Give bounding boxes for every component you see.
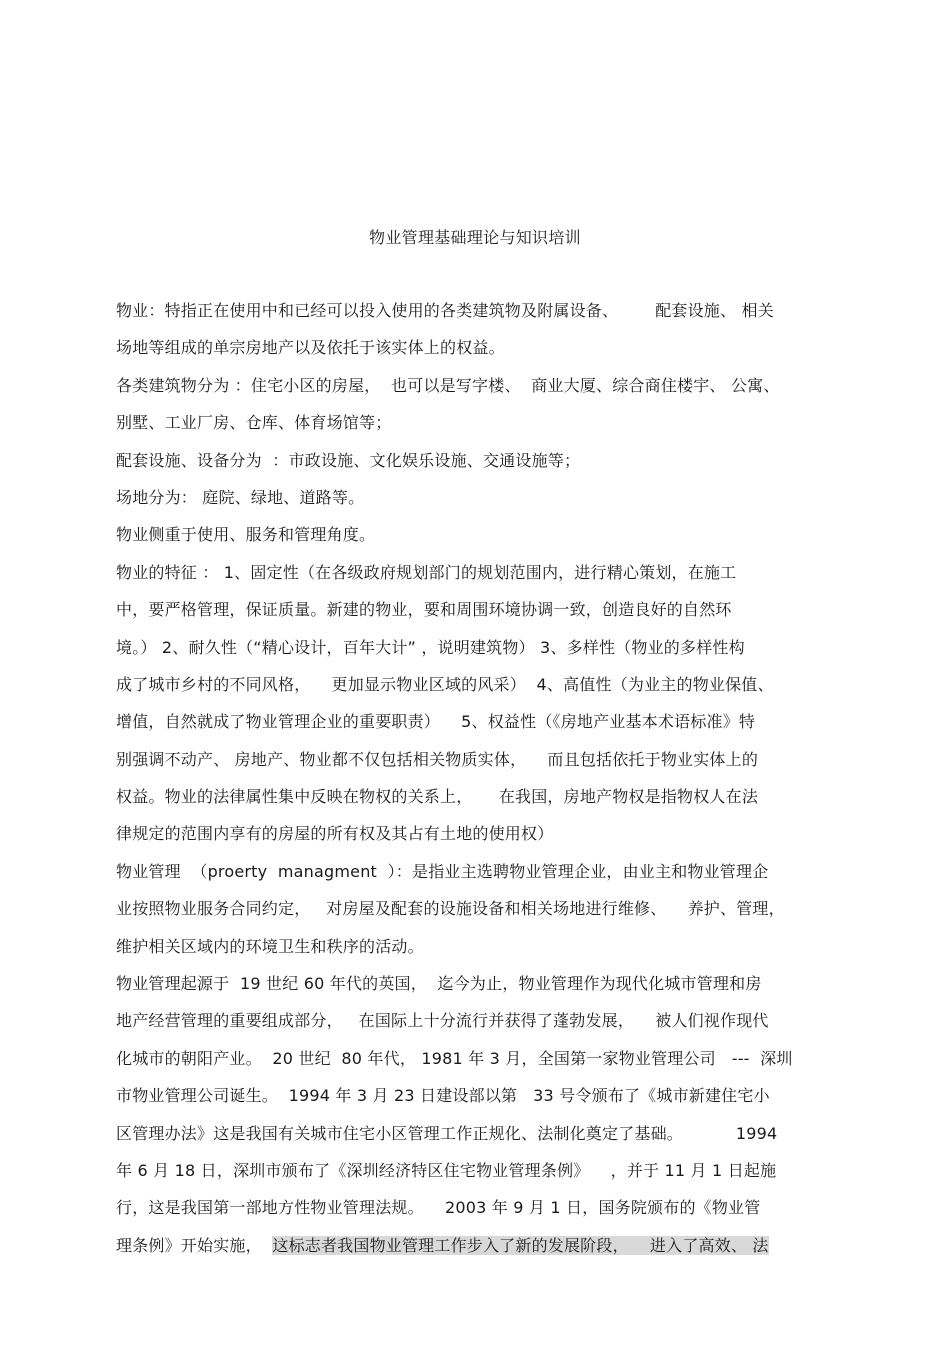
text-line: 场地分为： 庭院、绿地、道路等。 (116, 488, 365, 507)
text-line: 物业管理 （proerty managment ）：是指业主选聘物业管理企业，由业主和物业管理企 (116, 862, 769, 881)
text-line: 别墅、工业厂房、仓库、体育场馆等； (116, 413, 392, 432)
text-line: 地产经营管理的重要组成部分， 在国际上十分流行并获得了蓬勃发展， 被人们视作现代 (116, 1011, 769, 1030)
text-line: 业按照物业服务合同约定， 对房屋及配套的设施设备和相关场地进行维修、 养护、管理， (116, 899, 785, 918)
text-line: 维护相关区域内的环境卫生和秩序的活动。 (116, 937, 424, 956)
text-line: 别强调不动产、 房地产、物业都不仅包括相关物质实体， 而且包括依托于物业实体上的 (116, 750, 759, 769)
text-line: 成了城市乡村的不同风格， 更加显示物业区域的风采） 4、高值性（为业主的物业保值、 (116, 675, 774, 694)
text-line: 行，这是我国第一部地方性物业管理法规。 2003 年 9 月 1 日，国务院颁布的《物业管 (116, 1198, 761, 1217)
text-line: 各类建筑物分为 ：住宅小区的房屋， 也可以是写字楼、 商业大厦、综合商住楼宇、 公寓、 (116, 376, 780, 395)
text-line: 中，要严格管理，保证质量。新建的物业，要和周围环境协调一致，创造良好的自然环 (116, 600, 732, 619)
text-line: 权益。物业的法律属性集中反映在物权的关系上， 在我国，房地产物权是指物权人在法 (116, 787, 759, 806)
text-line: 区管理办法》这是我国有关城市住宅小区管理工作正规化、法制化奠定了基础。 1994 (116, 1124, 778, 1143)
text-segment: 理条例》开始实施， (116, 1236, 273, 1255)
text-line: 市物业管理公司诞生。 1994 年 3 月 23 日建设部以第 33 号令颁布了《城市新建住宅小 (116, 1086, 770, 1105)
text-line-last (116, 1236, 769, 1256)
text-line: 物业侧重于使用、服务和管理角度。 (116, 525, 376, 544)
text-line: 律规定的范围内享有的房屋的所有权及其占有土地的使用权） (116, 824, 554, 843)
highlighted-text: 这标志者我国物业管理工作步入了新的发展阶段， 进入了高效、 法 (272, 1236, 769, 1255)
text-line: 场地等组成的单宗房地产以及依托于该实体上的权益。 (116, 338, 505, 357)
text-line: 增值，自然就成了物业管理企业的重要职责） 5、权益性（《房地产业基本术语标准》特 (116, 712, 756, 731)
document-title: 物业管理基础理论与知识培训 (369, 228, 581, 247)
text-line: 境。） 2、耐久性（“精心设计，百年大计” ，说明建筑物） 3、多样性（物业的多样性构 (116, 638, 745, 657)
text-line: 物业管理起源于 19 世纪 60 年代的英国， 迄今为止，物业管理作为现代化城市管理和房 (116, 974, 762, 993)
text-line: 物业的特征 ： 1、固定性（在各级政府规划部门的规划范围内，进行精心策划，在施工 (116, 563, 737, 582)
text-line: 配套设施、设备分为 ：市政设施、文化娱乐设施、交通设施等； (116, 451, 581, 470)
text-line: 化城市的朝阳产业。 20 世纪 80 年代， 1981 年 3 月，全国第一家物业管理公司 --- 深圳 (116, 1049, 793, 1068)
text-line: 物业：特指正在使用中和已经可以投入使用的各类建筑物及附属设备、 配套设施、 相关 (116, 301, 774, 320)
text-line: 年 6 月 18 日，深圳市颁布了《深圳经济特区住宅物业管理条例》 ，并于 11 月 1 日起施 (116, 1161, 777, 1180)
